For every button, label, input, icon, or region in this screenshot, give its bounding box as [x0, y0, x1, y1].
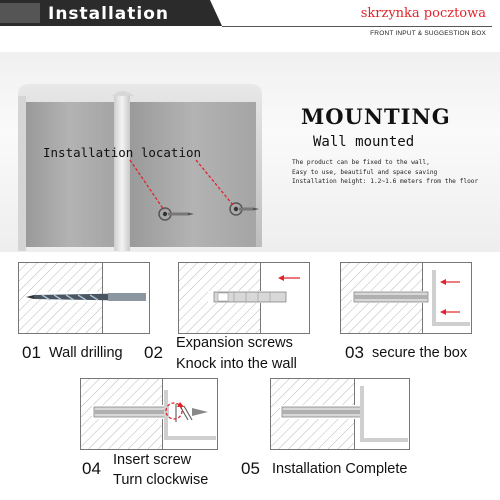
step-3-number: 03	[345, 343, 364, 362]
hero-section	[0, 52, 500, 252]
installation-location-label: Installation location	[43, 145, 202, 160]
step-1-illustration	[18, 262, 150, 334]
description-line: Installation height: 1.2~1.6 meters from the floor	[292, 178, 479, 185]
step-4-label-line1: Insert screw	[113, 452, 192, 468]
step-1-label: Wall drilling	[49, 345, 123, 361]
step-1-number: 01	[22, 343, 41, 362]
step-4-illustration	[80, 378, 218, 450]
mounting-description	[292, 158, 478, 187]
header-subtitle: FRONT INPUT & SUGGESTION BOX	[370, 30, 486, 37]
screw-anchor-icon	[354, 292, 428, 302]
mounting-title: MOUNTING	[301, 104, 451, 129]
description-line: The product can be fixed to the wall,	[292, 159, 430, 166]
expansion-anchor-icon	[214, 292, 286, 302]
mounting-subtitle: Wall mounted	[313, 134, 415, 150]
brand-name: skrzynka pocztowa	[360, 6, 486, 21]
step-5-illustration	[270, 378, 410, 450]
step-2-label-line1: Expansion screws	[176, 335, 293, 351]
header-title: Installation	[48, 4, 170, 24]
description-line: Easy to use, beautiful and space saving	[292, 168, 438, 176]
step-4-label-line2: Turn clockwise	[113, 472, 209, 488]
step-5-label: Installation Complete	[272, 461, 408, 477]
step-3-label: secure the box	[372, 345, 468, 361]
step-2-illustration	[178, 262, 310, 334]
step-3-illustration	[340, 262, 472, 334]
header-tab	[0, 0, 222, 30]
step-4-number: 04	[82, 459, 101, 478]
header-divider	[222, 26, 492, 27]
step-2-number: 02	[144, 343, 163, 362]
step-2-label-line2: Knock into the wall	[176, 356, 297, 372]
screw-icon	[282, 407, 362, 417]
step-5-number: 05	[241, 459, 260, 478]
